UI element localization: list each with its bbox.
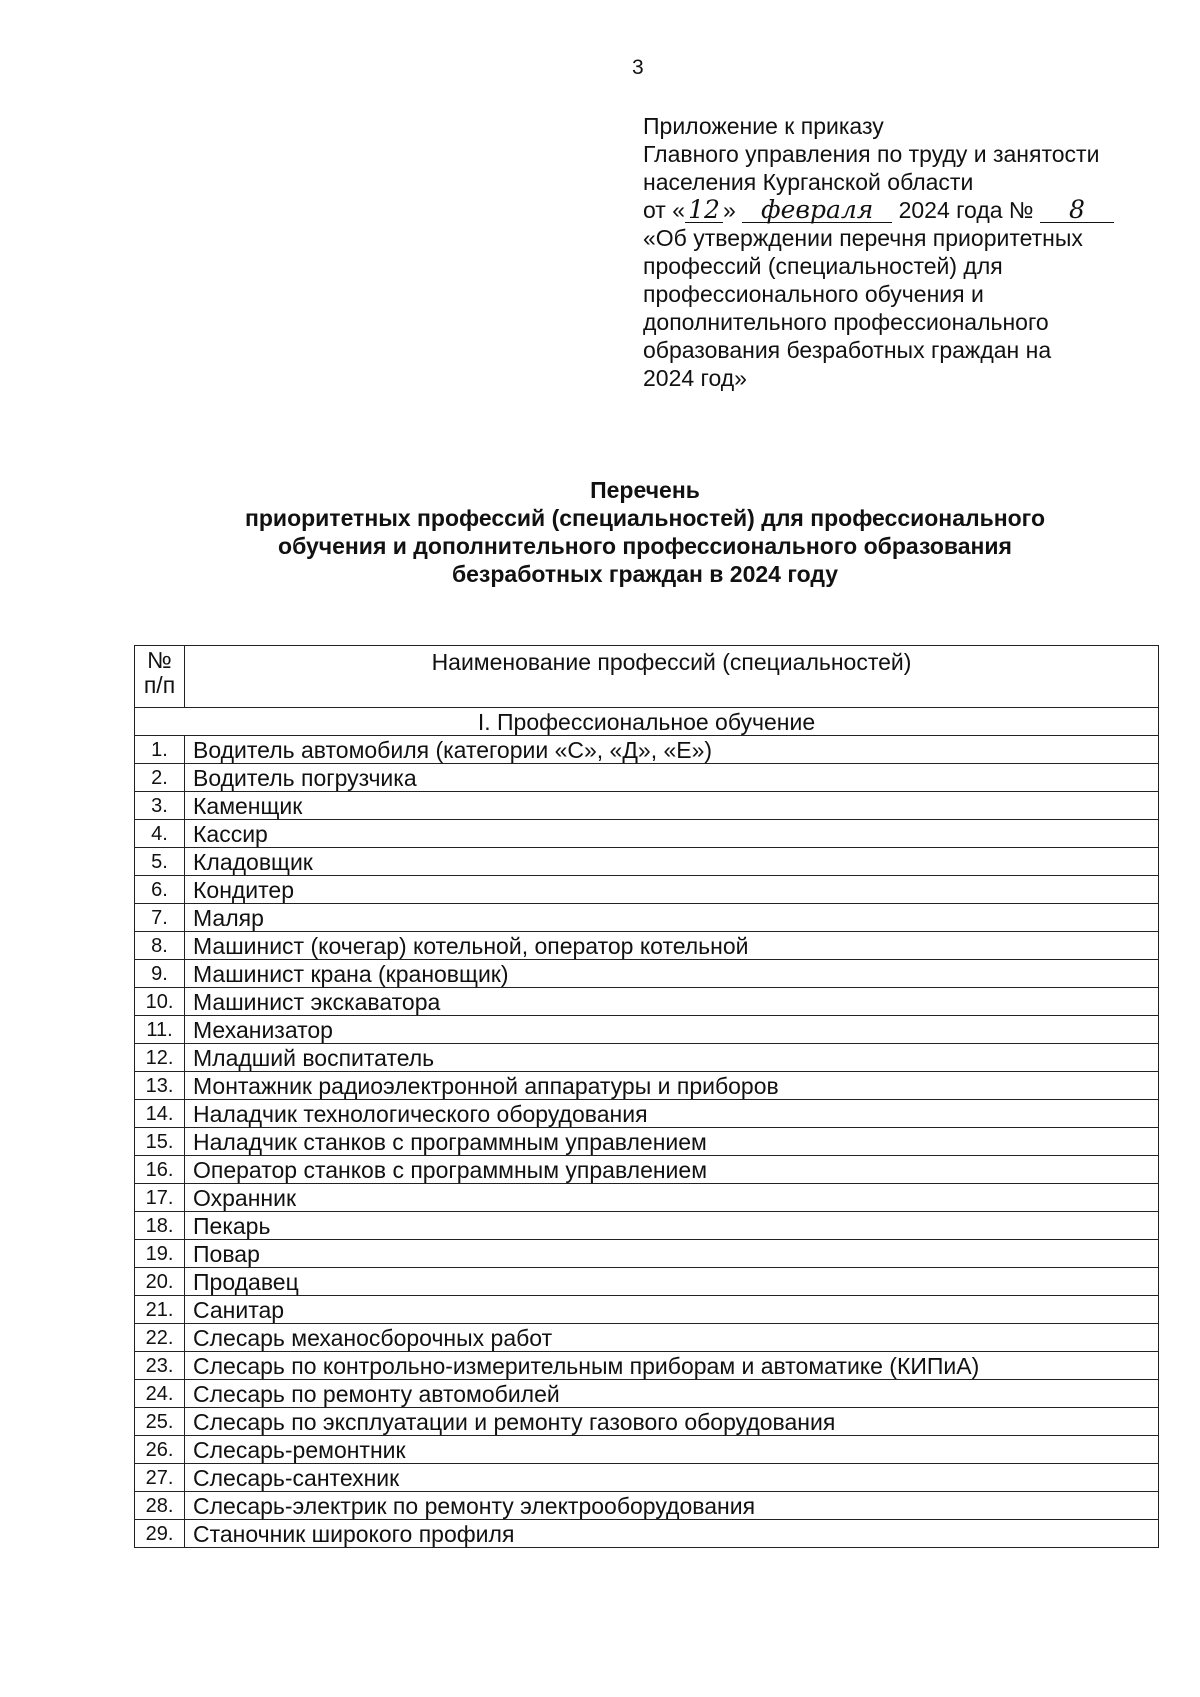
row-profession-name: Водитель погрузчика [185, 764, 1159, 792]
section-row [135, 708, 1159, 736]
title-line-1: Перечень [590, 477, 700, 503]
row-number: 23. [135, 1352, 185, 1380]
row-number: 11. [135, 1016, 185, 1044]
title-line-4: безработных граждан в 2024 году [451, 561, 839, 587]
row-number: 3. [135, 792, 185, 820]
row-profession-name: Кладовщик [185, 848, 1159, 876]
row-profession-name: Оператор станков с программным управлением [185, 1156, 1159, 1184]
table-row [135, 1408, 1159, 1436]
table-row [135, 1128, 1159, 1156]
row-number: 1. [135, 736, 185, 764]
row-number: 24. [135, 1380, 185, 1408]
professions-table [134, 645, 1159, 1548]
table-row [135, 1464, 1159, 1492]
row-profession-name: Младший воспитатель [185, 1044, 1159, 1072]
header-number [135, 646, 185, 708]
appendix-line-7: профессионального обучения и [643, 281, 984, 307]
row-number: 9. [135, 960, 185, 988]
row-number: 10. [135, 988, 185, 1016]
table-row [135, 1072, 1159, 1100]
document-title [100, 476, 1190, 588]
row-number: 28. [135, 1492, 185, 1520]
row-number: 2. [135, 764, 185, 792]
appendix-line-3: населения Курганской области [643, 169, 974, 195]
row-number: 18. [135, 1212, 185, 1240]
year-text: 2024 года № [898, 197, 1034, 223]
row-profession-name: Повар [185, 1240, 1159, 1268]
header-name: Наименование профессий (специальностей) [185, 646, 1159, 708]
table-row [135, 1324, 1159, 1352]
title-line-3: обучения и дополнительного профессионального образования [278, 533, 1012, 559]
row-profession-name: Маляр [185, 904, 1159, 932]
row-profession-name: Водитель автомобиля (категории «С», «Д», «Е») [185, 736, 1159, 764]
table-row [135, 1100, 1159, 1128]
row-number: 21. [135, 1296, 185, 1324]
title-line-2: приоритетных профессий (специальностей) для профессионального [244, 505, 1046, 531]
row-number: 27. [135, 1464, 185, 1492]
appendix-line-1: Приложение к приказу [643, 113, 884, 139]
row-number: 26. [135, 1436, 185, 1464]
row-profession-name: Слесарь-ремонтник [185, 1436, 1159, 1464]
row-number: 29. [135, 1520, 185, 1548]
row-profession-name: Слесарь механосборочных работ [185, 1324, 1159, 1352]
appendix-line-10: 2024 год» [643, 365, 747, 391]
appendix-line-2: Главного управления по труду и занятости [643, 141, 1100, 167]
row-profession-name: Наладчик технологического оборудования [185, 1100, 1159, 1128]
table-row [135, 1492, 1159, 1520]
header-number-sign: № [147, 647, 172, 673]
table-row [135, 764, 1159, 792]
row-number: 25. [135, 1408, 185, 1436]
row-number: 4. [135, 820, 185, 848]
table-row [135, 876, 1159, 904]
row-profession-name: Машинист экскаватора [185, 988, 1159, 1016]
row-number: 15. [135, 1128, 185, 1156]
table-row [135, 792, 1159, 820]
table-row [135, 1212, 1159, 1240]
row-number: 7. [135, 904, 185, 932]
table-row [135, 1184, 1159, 1212]
table-row [135, 988, 1159, 1016]
table-row [135, 1436, 1159, 1464]
row-profession-name: Пекарь [185, 1212, 1159, 1240]
row-number: 5. [135, 848, 185, 876]
row-profession-name: Машинист крана (крановщик) [185, 960, 1159, 988]
row-profession-name: Наладчик станков с программным управлением [185, 1128, 1159, 1156]
page-number: 3 [632, 56, 644, 79]
row-number: 19. [135, 1240, 185, 1268]
appendix-line-5: «Об утверждении перечня приоритетных [643, 225, 1083, 251]
row-profession-name: Санитар [185, 1296, 1159, 1324]
table-row [135, 1016, 1159, 1044]
row-profession-name: Каменщик [185, 792, 1159, 820]
row-number: 14. [135, 1100, 185, 1128]
table-row [135, 848, 1159, 876]
table-row [135, 960, 1159, 988]
row-number: 13. [135, 1072, 185, 1100]
appendix-line-9: образования безработных граждан на [643, 337, 1052, 363]
header-number-abbr: п/п [143, 672, 176, 698]
row-profession-name: Слесарь-электрик по ремонту электрооборудования [185, 1492, 1159, 1520]
appendix-date-line [643, 196, 1163, 224]
table-row [135, 1044, 1159, 1072]
row-profession-name: Слесарь по эксплуатации и ремонту газового оборудования [185, 1408, 1159, 1436]
row-number: 17. [135, 1184, 185, 1212]
table-row [135, 736, 1159, 764]
table-row [135, 820, 1159, 848]
row-number: 16. [135, 1156, 185, 1184]
date-prefix: от « [643, 197, 686, 223]
row-profession-name: Охранник [185, 1184, 1159, 1212]
appendix-block [643, 112, 1163, 392]
handwritten-order-number: 8 [1040, 198, 1114, 223]
table-row [135, 1520, 1159, 1548]
table-row [135, 932, 1159, 960]
row-profession-name: Слесарь по контрольно-измерительным приборам и автоматике (КИПиА) [185, 1352, 1159, 1380]
appendix-line-6: профессий (специальностей) для [643, 253, 1003, 279]
appendix-line-8: дополнительного профессионального [643, 309, 1049, 335]
table-row [135, 1268, 1159, 1296]
table-row [135, 1156, 1159, 1184]
row-profession-name: Кассир [185, 820, 1159, 848]
row-profession-name: Станочник широкого профиля [185, 1520, 1159, 1548]
table-row [135, 1296, 1159, 1324]
table-row [135, 1240, 1159, 1268]
table-row [135, 1380, 1159, 1408]
row-number: 12. [135, 1044, 185, 1072]
table-row [135, 904, 1159, 932]
row-profession-name: Слесарь-сантехник [185, 1464, 1159, 1492]
table-row [135, 1352, 1159, 1380]
row-number: 6. [135, 876, 185, 904]
row-profession-name: Кондитер [185, 876, 1159, 904]
row-profession-name: Монтажник радиоэлектронной аппаратуры и приборов [185, 1072, 1159, 1100]
handwritten-day: 12 [685, 198, 723, 223]
section-title: I. Профессиональное обучение [135, 708, 1159, 736]
table-header-row [135, 646, 1159, 708]
row-profession-name: Слесарь по ремонту автомобилей [185, 1380, 1159, 1408]
row-number: 22. [135, 1324, 185, 1352]
row-profession-name: Механизатор [185, 1016, 1159, 1044]
handwritten-month: февраля [742, 198, 892, 223]
row-profession-name: Продавец [185, 1268, 1159, 1296]
row-number: 8. [135, 932, 185, 960]
row-number: 20. [135, 1268, 185, 1296]
date-quote-close: » [723, 197, 736, 223]
row-profession-name: Машинист (кочегар) котельной, оператор котельной [185, 932, 1159, 960]
